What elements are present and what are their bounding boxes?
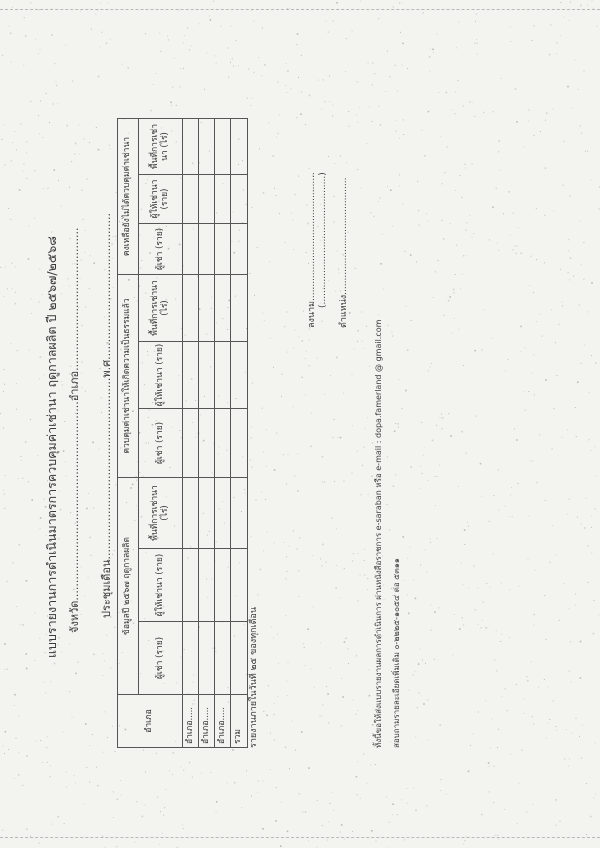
scan-fold-line	[0, 837, 600, 838]
row-district: อำเภอ.....	[215, 695, 231, 748]
contact-note: สอบถามรายละเอียดเพิ่มเติม ๐-๒๒๒๕-๑๐๕๔ ต่อ ๕๓๑๑	[392, 558, 401, 748]
deadline-note: รายงานภายในวันที่ ๒๕ ของทุกเดือน	[249, 607, 259, 748]
header-group-remaining: คงเหลือยังไม่ได้ควบคุมค่าเช่านา	[118, 119, 139, 275]
header-area: พื้นที่การเช่านา (ไร่)	[139, 119, 183, 175]
submit-note: ทั้งนี้ขอให้ส่งแบบรายงานผลการดำเนินการ ผ่านหนังสือราชการ e-saraban หรือ e-mail : dopa.famerland @ gmail.com	[374, 319, 383, 748]
header-tenant: ผู้เช่า (ราย)	[139, 409, 183, 478]
report-table	[117, 118, 248, 748]
table-row	[183, 119, 199, 748]
header-tenant: ผู้เช่า (ราย)	[139, 622, 183, 695]
scan-fold-line	[0, 9, 600, 10]
signature-line: ลงนาม.............................................	[307, 172, 317, 328]
header-lessor: ผู้ให้เช่านา (ราย)	[139, 549, 183, 622]
header-lessor: ผู้ให้เช่านา (ราย)	[139, 175, 183, 224]
table-row	[199, 119, 215, 748]
header-group-controlled: ควบคุมค่าเช่านาให้เกิดความเป็นธรรมแล้ว	[118, 275, 139, 478]
row-district: อำเภอ.....	[183, 695, 199, 748]
table-row	[215, 119, 231, 748]
total-row	[231, 119, 248, 748]
header-district: อำเภอ	[118, 695, 183, 748]
header-area: พื้นที่การเช่านา (ไร่)	[139, 275, 183, 342]
province-line: จังหวัด.........................................................อำเภอ.........................................	[68, 227, 81, 633]
meeting-line: ประชุมเดือน....................................................พ.ศ..........................................	[100, 213, 113, 618]
header-tenant: ผู้เช่า (ราย)	[139, 224, 183, 275]
signature-name-line: (.............................................)	[318, 172, 328, 308]
row-district: อำเภอ.....	[199, 695, 215, 748]
header-area: พื้นที่การเช่านา (ไร่)	[139, 478, 183, 549]
header-lessor: ผู้ให้เช่านา (ราย)	[139, 342, 183, 409]
position-line: ตำแหน่ง.........................................	[339, 177, 349, 328]
row-total: รวม	[231, 695, 248, 748]
header-group-base: ข้อมูลปี ๒๕๖๗ ฤดูกาลผลิต	[118, 478, 139, 695]
form-title: แบบรายงานการดำเนินมาตรการควบคุมค่าเช่านา ฤดูกาลผลิต ปี ๒๕๖๗/๒๕๖๘	[44, 236, 59, 658]
